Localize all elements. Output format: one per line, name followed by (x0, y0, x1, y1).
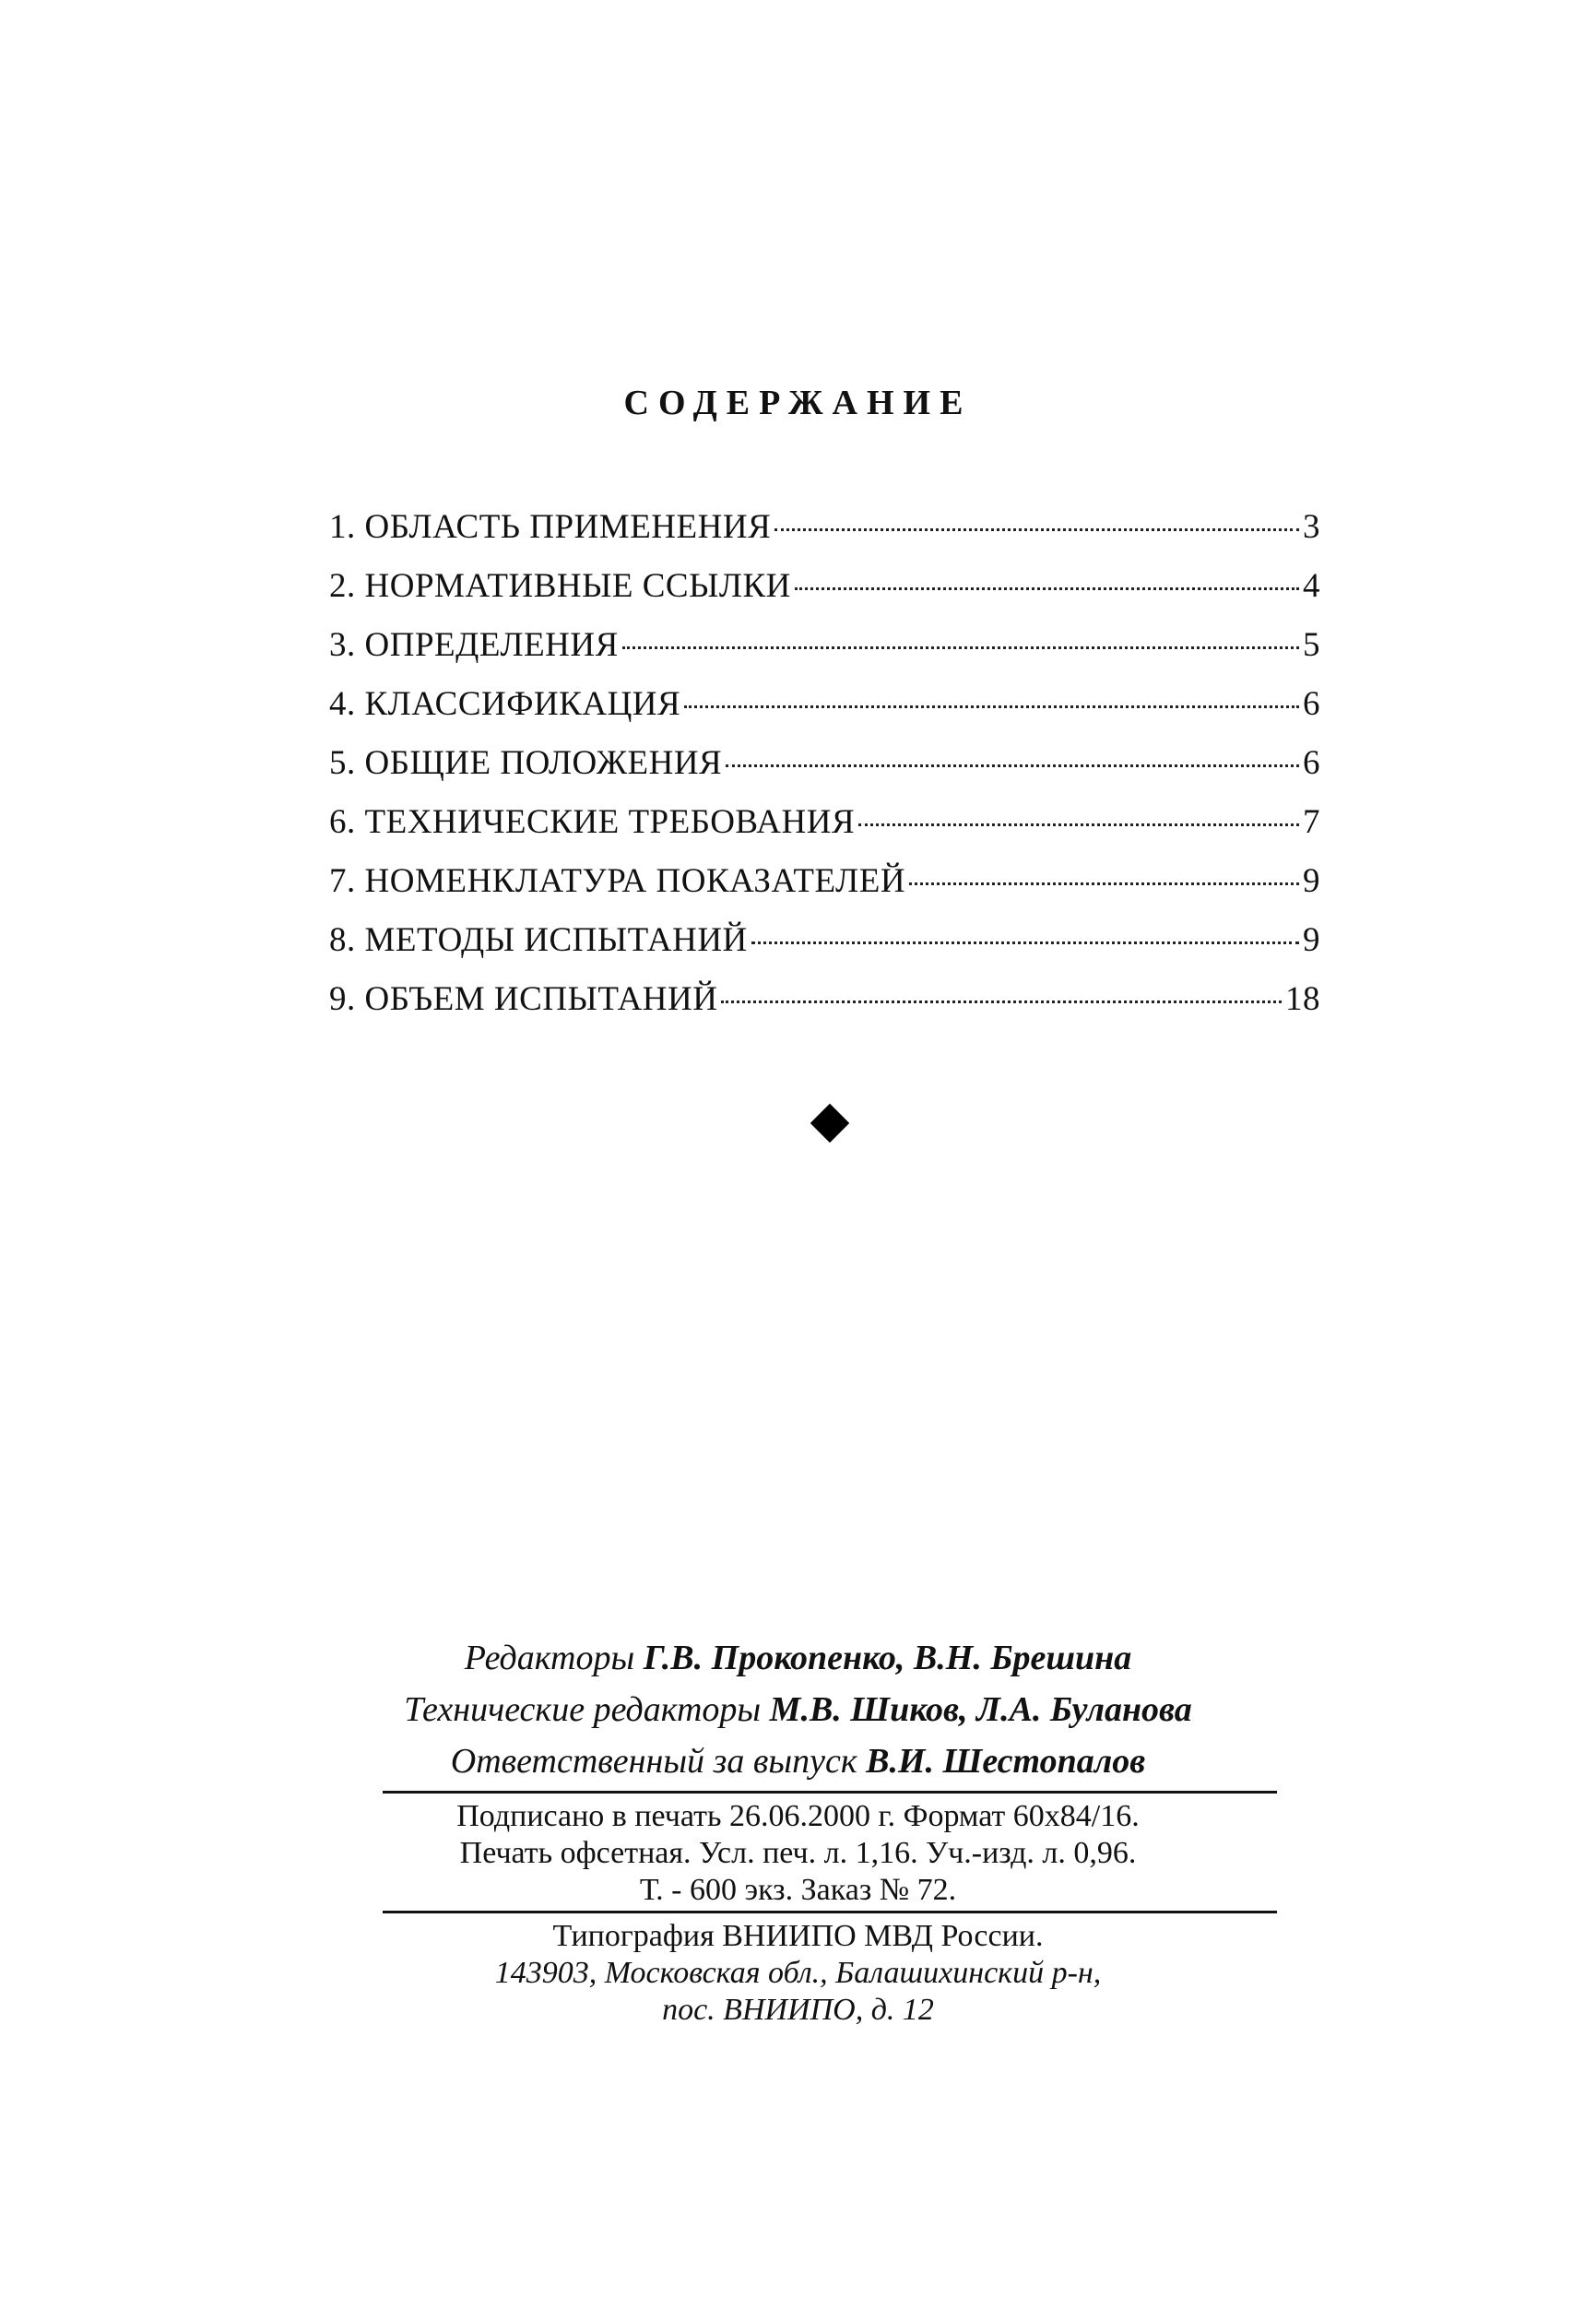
toc-item-number: 1. (329, 508, 365, 546)
toc-heading: СОДЕРЖАНИЕ (623, 384, 973, 422)
tech-editors-line (0, 1684, 1596, 1735)
toc-item-number: 2. (329, 567, 365, 605)
toc-item-number: 5. (329, 744, 365, 782)
divider-bottom (383, 1911, 1277, 1913)
tech-editors-label: Технические редакторы (404, 1690, 762, 1729)
tech-editors-names: М.В. Шиков, Л.А. Буланова (769, 1690, 1192, 1729)
toc-item-page: 6 (1303, 685, 1320, 723)
editors-names: Г.В. Прокопенко, В.Н. Брешина (643, 1639, 1132, 1677)
dot-leader (751, 941, 1299, 944)
dot-leader (795, 587, 1299, 590)
printer-info (0, 1918, 1596, 2029)
toc-item (329, 684, 1320, 743)
credits-block (0, 1632, 1596, 1787)
toc-item-number: 9. (329, 980, 365, 1018)
publication-info (0, 1798, 1596, 1909)
toc-item-page: 9 (1303, 921, 1320, 959)
toc-item-title: ТЕХНИЧЕСКИЕ ТРЕБОВАНИЯ (364, 803, 856, 841)
toc-item (329, 979, 1320, 1038)
toc-item-title: ОБЪЕМ ИСПЫТАНИЙ (364, 980, 718, 1018)
toc-item-title: КЛАССИФИКАЦИЯ (364, 685, 681, 723)
publication-line-1: Подписано в печать 26.06.2000 г. Формат 60x84/16. (456, 1799, 1140, 1833)
toc-item (329, 802, 1320, 861)
printer-name: Типография ВНИИПО МВД России. (552, 1919, 1044, 1953)
toc-item-title: НОРМАТИВНЫЕ ССЫЛКИ (364, 567, 791, 605)
toc-item-title: НОМЕНКЛАТУРА ПОКАЗАТЕЛЕЙ (364, 862, 906, 900)
toc-item-number: 6. (329, 803, 365, 841)
dot-leader (774, 528, 1299, 531)
toc-item (329, 743, 1320, 802)
toc-item-title: ОБЩИЕ ПОЛОЖЕНИЯ (364, 744, 723, 782)
printer-address-line-2: пос. ВНИИПО, д. 12 (662, 1993, 934, 2027)
dot-leader (622, 646, 1299, 649)
toc-item-title: МЕТОДЫ ИСПЫТАНИЙ (364, 921, 748, 959)
diamond-ornament-icon (810, 1104, 849, 1143)
publication-line-2: Печать офсетная. Усл. печ. л. 1,16. Уч.-изд. л. 0,96. (459, 1836, 1137, 1870)
editors-line (0, 1632, 1596, 1684)
divider-top (383, 1791, 1277, 1794)
dot-leader (684, 705, 1299, 708)
toc-item (329, 625, 1320, 684)
toc-item (329, 507, 1320, 566)
toc-item (329, 861, 1320, 920)
toc-item-page: 4 (1303, 567, 1320, 605)
dot-leader (726, 764, 1299, 767)
table-of-contents (329, 507, 1320, 1038)
printer-address-line-1: 143903, Московская обл., Балашихинский р-н, (494, 1956, 1102, 1990)
toc-item (329, 920, 1320, 979)
responsible-name: В.И. Шестопалов (866, 1742, 1146, 1781)
toc-item-page: 3 (1303, 508, 1320, 546)
toc-item-number: 7. (329, 862, 365, 900)
toc-item-page: 5 (1303, 626, 1320, 664)
toc-item-page: 18 (1285, 980, 1320, 1018)
toc-item-page: 6 (1303, 744, 1320, 782)
toc-item-number: 4. (329, 685, 365, 723)
toc-item-page: 9 (1303, 862, 1320, 900)
dot-leader (909, 882, 1299, 885)
dot-leader (721, 1001, 1282, 1003)
editors-label: Редакторы (464, 1639, 635, 1677)
dot-leader (858, 823, 1299, 826)
toc-item-number: 3. (329, 626, 365, 664)
toc-item (329, 566, 1320, 625)
responsible-label: Ответственный за выпуск (450, 1742, 857, 1781)
toc-item-title: ОБЛАСТЬ ПРИМЕНЕНИЯ (364, 508, 772, 546)
responsible-line (0, 1735, 1596, 1787)
toc-item-page: 7 (1303, 803, 1320, 841)
toc-item-title: ОПРЕДЕЛЕНИЯ (364, 626, 619, 664)
toc-item-number: 8. (329, 921, 365, 959)
publication-line-3: Т. - 600 экз. Заказ № 72. (639, 1873, 957, 1907)
